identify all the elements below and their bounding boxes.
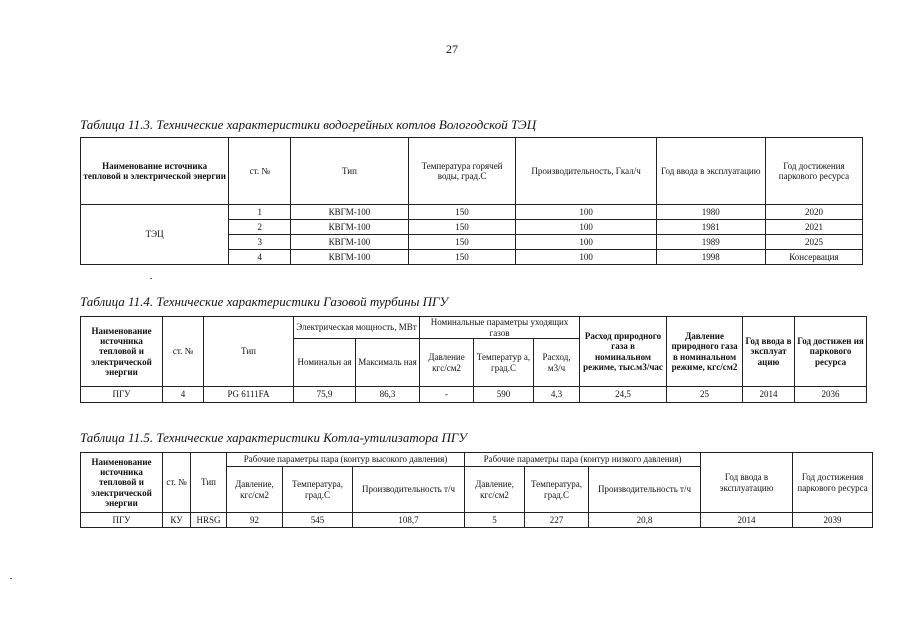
header-high-pressure-group: Рабочие параметры пара (контур высокого давления) <box>227 453 465 467</box>
header-type: Тип <box>291 138 408 205</box>
table-header-row <box>81 453 873 467</box>
cell: 3 <box>229 235 291 250</box>
cell: 108,7 <box>353 513 465 528</box>
cell: 4 <box>229 250 291 265</box>
cell: 150 <box>408 235 516 250</box>
cell: КВГМ-100 <box>291 250 408 265</box>
header-power-group: Электрическая мощность, МВт <box>294 317 420 339</box>
cell: 2020 <box>765 205 862 220</box>
table1-caption: Таблица 11.3. Технические характеристики водогрейных котлов Вологодской ТЭЦ <box>80 117 537 132</box>
header-low-pressure: Давление, кгс/см2 <box>465 467 525 513</box>
header-temperature: Температур а, град.С <box>474 339 534 387</box>
cell: - <box>420 387 474 403</box>
cell: 1980 <box>656 205 765 220</box>
header-nominal: Номинальн ая <box>294 339 356 387</box>
header-source: Наименование источника тепловой и электрической энергии <box>81 453 163 513</box>
boilers-table <box>80 137 863 265</box>
header-year-resource: Год достижен ия паркового ресурса <box>795 317 867 387</box>
header-capacity: Производительность, Гкал/ч <box>516 138 656 205</box>
cell: 4,3 <box>534 387 580 403</box>
cell: 86,3 <box>356 387 420 403</box>
cell: КУ <box>163 513 191 528</box>
table-header-row <box>81 138 863 205</box>
cell: 1989 <box>656 235 765 250</box>
header-low-pressure-group: Рабочие параметры пара (контур низкого давления) <box>465 453 701 467</box>
table-row <box>81 205 863 220</box>
header-gas-pressure: Давление природного газа в номинальном режиме, кгс/см2 <box>667 317 743 387</box>
cell: 2 <box>229 220 291 235</box>
cell: 100 <box>516 250 656 265</box>
header-source: Наименование источника тепловой и электрической энергии <box>81 138 229 205</box>
header-st-no: ст. № <box>163 453 191 513</box>
cell: 150 <box>408 250 516 265</box>
scan-speck <box>150 278 152 279</box>
cell: 150 <box>408 205 516 220</box>
header-max: Максималь ная <box>356 339 420 387</box>
header-year-resource: Год достижения паркового ресурса <box>765 138 862 205</box>
cell: 2039 <box>793 513 873 528</box>
header-temperature: Температура горячей воды, град.С <box>408 138 516 205</box>
cell: 2036 <box>795 387 867 403</box>
cell: 100 <box>516 205 656 220</box>
cell: 100 <box>516 235 656 250</box>
cell: 2021 <box>765 220 862 235</box>
header-type: Тип <box>204 317 294 387</box>
header-st-no: ст. № <box>229 138 291 205</box>
table-header-row <box>81 317 867 339</box>
table-row <box>81 387 867 403</box>
header-gas-flow: Расход природного газа в номинальном режиме, тыс.м3/час <box>580 317 667 387</box>
header-type: Тип <box>191 453 227 513</box>
cell: КВГМ-100 <box>291 235 408 250</box>
header-source: Наименование источника тепловой и электрической энергии <box>81 317 163 387</box>
cell: 92 <box>227 513 283 528</box>
cell: 75,9 <box>294 387 356 403</box>
header-low-capacity: Производительность т/ч <box>589 467 701 513</box>
table2-caption: Таблица 11.4. Технические характеристики Газовой турбины ПГУ <box>80 294 449 309</box>
cell: 227 <box>525 513 589 528</box>
cell: КВГМ-100 <box>291 220 408 235</box>
header-high-capacity: Производительность т/ч <box>353 467 465 513</box>
cell: 545 <box>283 513 353 528</box>
header-year-resource: Год достижения паркового ресурса <box>793 453 873 513</box>
header-st-no: ст. № <box>163 317 204 387</box>
turbine-table <box>80 316 867 403</box>
cell: HRSG <box>191 513 227 528</box>
table3-caption: Таблица 11.5. Технические характеристики Котла-утилизатора ПГУ <box>80 430 467 445</box>
cell: ПГУ <box>81 513 163 528</box>
header-year-in: Год ввода в эксплуатацию <box>701 453 793 513</box>
cell: 2014 <box>701 513 793 528</box>
source-cell: ТЭЦ <box>81 205 229 265</box>
cell: PG 6111FA <box>204 387 294 403</box>
cell: 590 <box>474 387 534 403</box>
cell: 150 <box>408 220 516 235</box>
cell: 5 <box>465 513 525 528</box>
header-high-temperature: Температура, град.С <box>283 467 353 513</box>
header-flow: Расход, м3/ч <box>534 339 580 387</box>
cell: 1 <box>229 205 291 220</box>
header-year-in: Год ввода в эксплуат ацию <box>743 317 795 387</box>
cell: КВГМ-100 <box>291 205 408 220</box>
cell: 100 <box>516 220 656 235</box>
cell: 2014 <box>743 387 795 403</box>
cell: 25 <box>667 387 743 403</box>
header-low-temperature: Температура, град.С <box>525 467 589 513</box>
cell: ПГУ <box>81 387 163 403</box>
page-number: 27 <box>446 42 458 56</box>
heat-recovery-boiler-table <box>80 452 873 528</box>
table-row <box>81 513 873 528</box>
cell: 1998 <box>656 250 765 265</box>
cell: 20,8 <box>589 513 701 528</box>
cell: Консервация <box>765 250 862 265</box>
header-year-in: Год ввода в эксплуатацию <box>656 138 765 205</box>
cell: 24,5 <box>580 387 667 403</box>
scan-speck <box>10 578 12 579</box>
cell: 1981 <box>656 220 765 235</box>
header-pressure: Давление кгс/см2 <box>420 339 474 387</box>
cell: 4 <box>163 387 204 403</box>
cell: 2025 <box>765 235 862 250</box>
header-exhaust-group: Номинальные параметры уходящих газов <box>420 317 580 339</box>
header-high-pressure: Давление, кгс/см2 <box>227 467 283 513</box>
